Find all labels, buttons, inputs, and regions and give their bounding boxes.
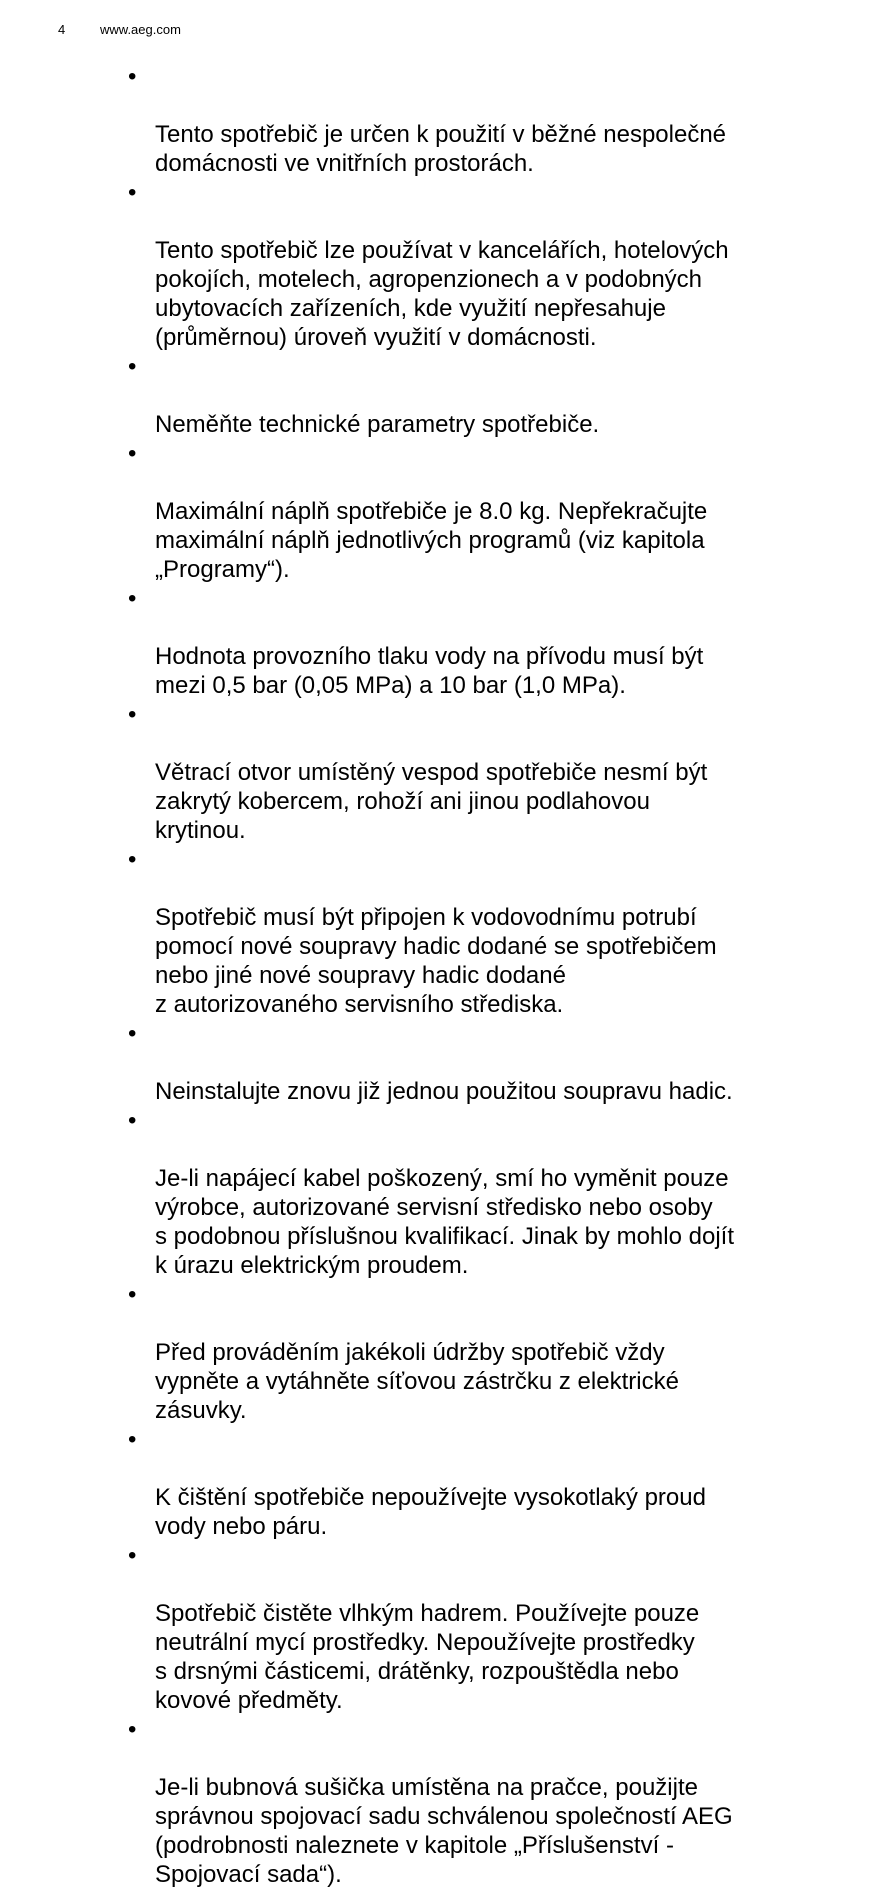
list-item-text: Neměňte technické parametry spotřebiče. [155,411,600,438]
list-item [125,352,825,439]
list-item-text: Větrací otvor umístěný vespod spotřebiče nesmí být zakrytý kobercem, rohoží ani jinou podlahovou krytinou. [155,759,708,844]
bullet-icon: • [128,585,137,612]
bullet-icon: • [128,1281,137,1308]
bullet-icon: • [128,1716,137,1743]
bullet-icon: • [128,846,137,873]
list-item-text: K čištění spotřebiče nepoužívejte vysokotlaký proud vody nebo páru. [155,1484,706,1540]
bullet-icon: • [128,353,137,380]
list-item-text: Maximální náplň spotřebiče je 8.0 kg. Nepřekračujte maximální náplň jednotlivých programů (viz kapitola „Programy“). [155,498,708,583]
list-item-text: Spotřebič musí být připojen k vodovodnímu potrubí pomocí nové soupravy hadic dodané se spotřebičem nebo jiné nové soupravy hadic dodané z autorizovaného servisního střediska. [155,904,717,1018]
list-item-text: Spotřebič čistěte vlhkým hadrem. Používejte pouze neutrální mycí prostředky. Nepoužívejte prostředky s drsnými částicemi, drátěnky, rozpouštědla nebo kovové předměty. [155,1600,700,1714]
bullet-icon: • [128,179,137,206]
list-item-text: Je-li bubnová sušička umístěna na pračce, použijte správnou spojovací sadu schválenou společností AEG (podrobnosti naleznete v kapitole „Příslušenství - Spojovací sada“). [155,1774,733,1888]
list-item-text: Před prováděním jakékoli údržby spotřebič vždy vypněte a vytáhněte síťovou zástrčku z elektrické zásuvky. [155,1339,679,1424]
page-number: 4 [58,22,66,37]
list-item [125,700,825,845]
safety-instructions-list [125,62,825,1889]
bullet-icon: • [128,1020,137,1047]
bullet-icon: • [128,701,137,728]
list-item-text: Hodnota provozního tlaku vody na přívodu musí být mezi 0,5 bar (0,05 MPa) a 10 bar (1,0 MPa). [155,643,704,699]
list-item [125,584,825,700]
list-item [125,1715,825,1889]
list-item [125,1425,825,1541]
list-item [125,1106,825,1280]
site-url: www.aeg.com [100,22,181,37]
list-item-text: Tento spotřebič je určen k použití v běžné nespolečné domácnosti ve vnitřních prostorách. [155,121,727,177]
list-item-text: Je-li napájecí kabel poškozený, smí ho vyměnit pouze výrobce, autorizované servisní středisko nebo osoby s podobnou příslušnou kvalifikací. Jinak by mohlo dojít k úrazu elektrickým proudem. [155,1165,734,1279]
list-item-text: Tento spotřebič lze používat v kancelářích, hotelových pokojích, motelech, agropenzionech a v podobných ubytovacích zařízeních, kde využití nepřesahuje (průměrnou) úroveň využití v domácnosti. [155,237,729,351]
list-item [125,845,825,1019]
list-item [125,1280,825,1425]
list-item [125,439,825,584]
page-header [58,22,181,38]
bullet-icon: • [128,1542,137,1569]
list-item [125,1541,825,1715]
list-item [125,1019,825,1106]
bullet-icon: • [128,63,137,90]
bullet-icon: • [128,1426,137,1453]
bullet-icon: • [128,440,137,467]
list-item-text: Neinstalujte znovu již jednou použitou soupravu hadic. [155,1078,733,1105]
list-item [125,178,825,352]
list-item [125,62,825,178]
bullet-icon: • [128,1107,137,1134]
